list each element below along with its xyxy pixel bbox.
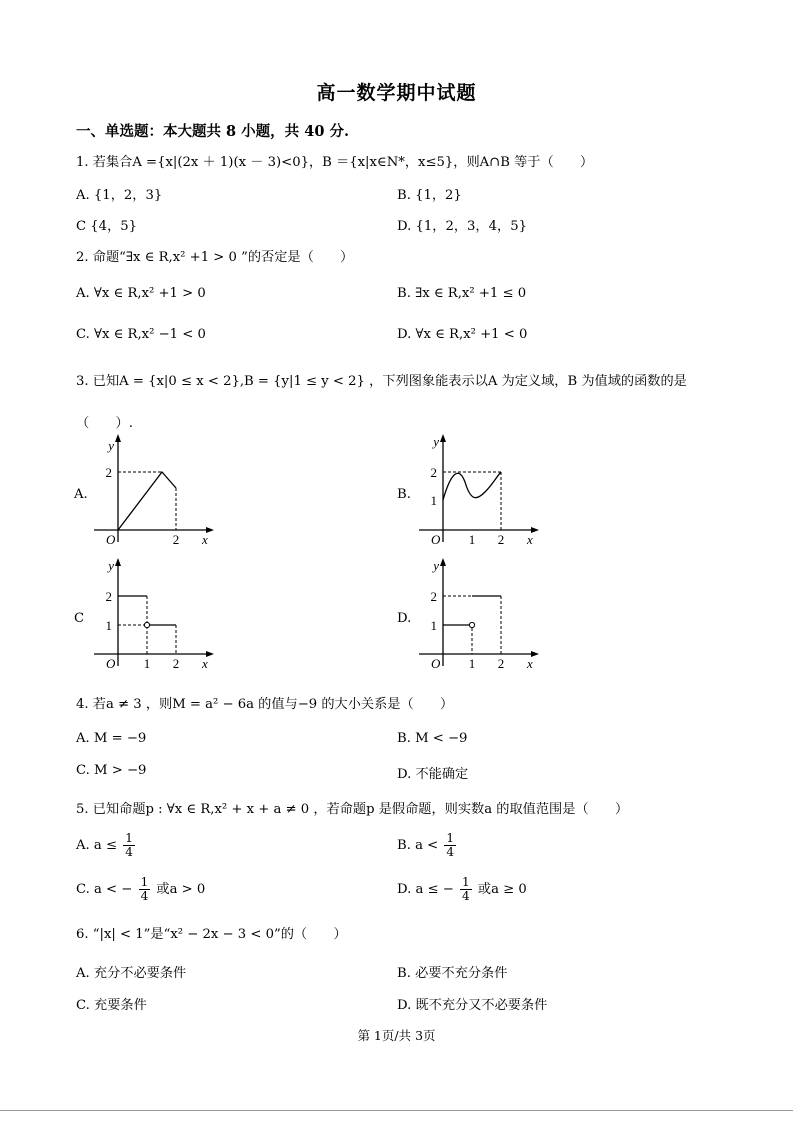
question-4-option-a: A. M = −9 (76, 731, 147, 746)
question-4-option-c: C. M > −9 (76, 763, 147, 778)
question-2-option-b: B. ∃x ∈ R,x² +1 ≤ 0 (397, 286, 527, 301)
question-3-stem-continued: （ ）. (76, 416, 133, 431)
question-5-option-b (397, 832, 458, 859)
graph-c-x-tick-1: 1 (143, 656, 151, 671)
question-2-option-c: C. ∀x ∈ R,x² −1 < 0 (76, 327, 206, 342)
question-6-option-a: A. 充分不必要条件 (76, 966, 187, 981)
question-3-graph-a (90, 432, 220, 550)
question-2-option-a: A. ∀x ∈ R,x² +1 > 0 (76, 286, 206, 301)
graph-d-x-tick-2: 2 (497, 656, 505, 671)
fraction-one-quarter (139, 876, 151, 903)
graph-b-y-label: y (433, 434, 439, 449)
question-6-option-c: C. 充要条件 (76, 998, 147, 1013)
graph-d-y-tick-1: 1 (430, 618, 437, 633)
graph-c-y-label: y (108, 558, 114, 573)
question-6-option-d: D. 既不充分又不必要条件 (397, 998, 548, 1013)
question-5-stem: 5. 已知命题p : ∀x ∈ R,x² + x + a ≠ 0 ，若命题p 是假命题，则实数a 的取值范围是（ ） (76, 802, 629, 817)
question-2-option-d: D. ∀x ∈ R,x² +1 < 0 (397, 327, 528, 342)
page-bottom-divider (0, 1110, 793, 1111)
graph-d-x-label: x (527, 656, 533, 671)
page-title: 高一数学期中试题 (316, 82, 477, 104)
graph-a-y-tick-2: 2 (105, 465, 112, 480)
fraction-one-quarter (123, 832, 135, 859)
graph-d-y-tick-2: 2 (430, 589, 437, 604)
question-5-option-a-text: A. a ≤ (76, 838, 118, 853)
fraction-denominator: 4 (462, 889, 470, 903)
question-5-option-d-suffix: 或a ≥ 0 (477, 882, 527, 897)
fraction-one-quarter (444, 832, 456, 859)
question-5-option-d (397, 876, 527, 903)
fraction-one-quarter (460, 876, 472, 903)
graph-b-origin: O (431, 532, 441, 547)
question-5-option-c (76, 876, 205, 903)
section-heading: 一、单选题：本大题共 8 小题，共 40 分. (76, 123, 350, 140)
graph-c-x-tick-2: 2 (172, 656, 180, 671)
question-3-graph-b (415, 432, 545, 550)
question-3-option-a-label: A. (74, 487, 88, 502)
graph-b-y-tick-2: 2 (430, 465, 437, 480)
fraction-numerator: 1 (462, 875, 470, 889)
graph-b-x-tick-1: 1 (468, 532, 476, 547)
question-3-graph-c (90, 556, 220, 674)
question-6-option-b: B. 必要不充分条件 (397, 966, 508, 981)
question-5-option-a (76, 832, 137, 859)
question-1-option-b: B. {1，2} (397, 188, 462, 203)
graph-a-x-label: x (202, 532, 208, 547)
question-4-option-d: D. 不能确定 (397, 767, 469, 782)
graph-c-origin: O (106, 656, 116, 671)
question-4-option-b: B. M < −9 (397, 731, 468, 746)
question-5-option-c-text: C. a < − (76, 882, 133, 897)
question-1-option-c: C {4，5} (76, 219, 138, 234)
graph-d-x-tick-1: 1 (468, 656, 476, 671)
fraction-denominator: 4 (125, 845, 133, 859)
fraction-denominator: 4 (446, 845, 455, 859)
question-3-stem: 3. 已知A = {x|0 ≤ x < 2},B = {y|1 ≤ y < 2} ，下列图象能表示以A 为定义域，B 为值域的函数的是 (76, 374, 687, 389)
graph-d-y-label: y (433, 558, 439, 573)
question-3-graph-d (415, 556, 545, 674)
graph-b-x-label: x (527, 532, 533, 547)
question-3-option-d-label: D. (397, 611, 412, 626)
graph-a-origin: O (106, 532, 116, 547)
graph-c-x-label: x (202, 656, 208, 671)
graph-c-y-tick-2: 2 (105, 589, 112, 604)
question-5-option-b-text: B. a < (397, 838, 439, 853)
fraction-numerator: 1 (140, 875, 149, 889)
fraction-numerator: 1 (125, 831, 133, 845)
graph-a-x-tick-2: 2 (172, 532, 180, 547)
question-6-stem: 6. “|x| < 1”是“x² − 2x − 3 < 0”的（ ） (76, 927, 347, 942)
graph-c-y-tick-1: 1 (105, 618, 112, 633)
question-3-option-b-label: B. (397, 487, 411, 502)
fraction-denominator: 4 (140, 889, 149, 903)
graph-d-origin: O (431, 656, 441, 671)
question-5-option-c-suffix: 或a > 0 (156, 882, 206, 897)
question-2-stem: 2. 命题“∃x ∈ R,x² +1 > 0 ”的否定是（ ） (76, 250, 354, 265)
question-3-option-c-label: C (74, 611, 85, 626)
graph-a-y-label: y (108, 438, 114, 453)
question-1-option-a: A. {1，2，3} (76, 188, 163, 203)
question-1-stem: 1. 若集合A ={x|(2x ＋ 1)(x － 3)<0}，B ＝{x|x∈N*，x≤5}，则A∩B 等于（ ） (76, 155, 594, 170)
question-1-option-d: D. {1，2，3，4，5} (397, 219, 527, 234)
fraction-numerator: 1 (446, 831, 455, 845)
question-5-option-d-text: D. a ≤ − (397, 882, 454, 897)
graph-b-y-tick-1: 1 (430, 493, 437, 508)
page-footer: 第 1页/共 3页 (357, 1028, 436, 1043)
graph-b-x-tick-2: 2 (497, 532, 505, 547)
question-4-stem: 4. 若a ≠ 3 ，则M = a² − 6a 的值与−9 的大小关系是（ ） (76, 697, 454, 712)
